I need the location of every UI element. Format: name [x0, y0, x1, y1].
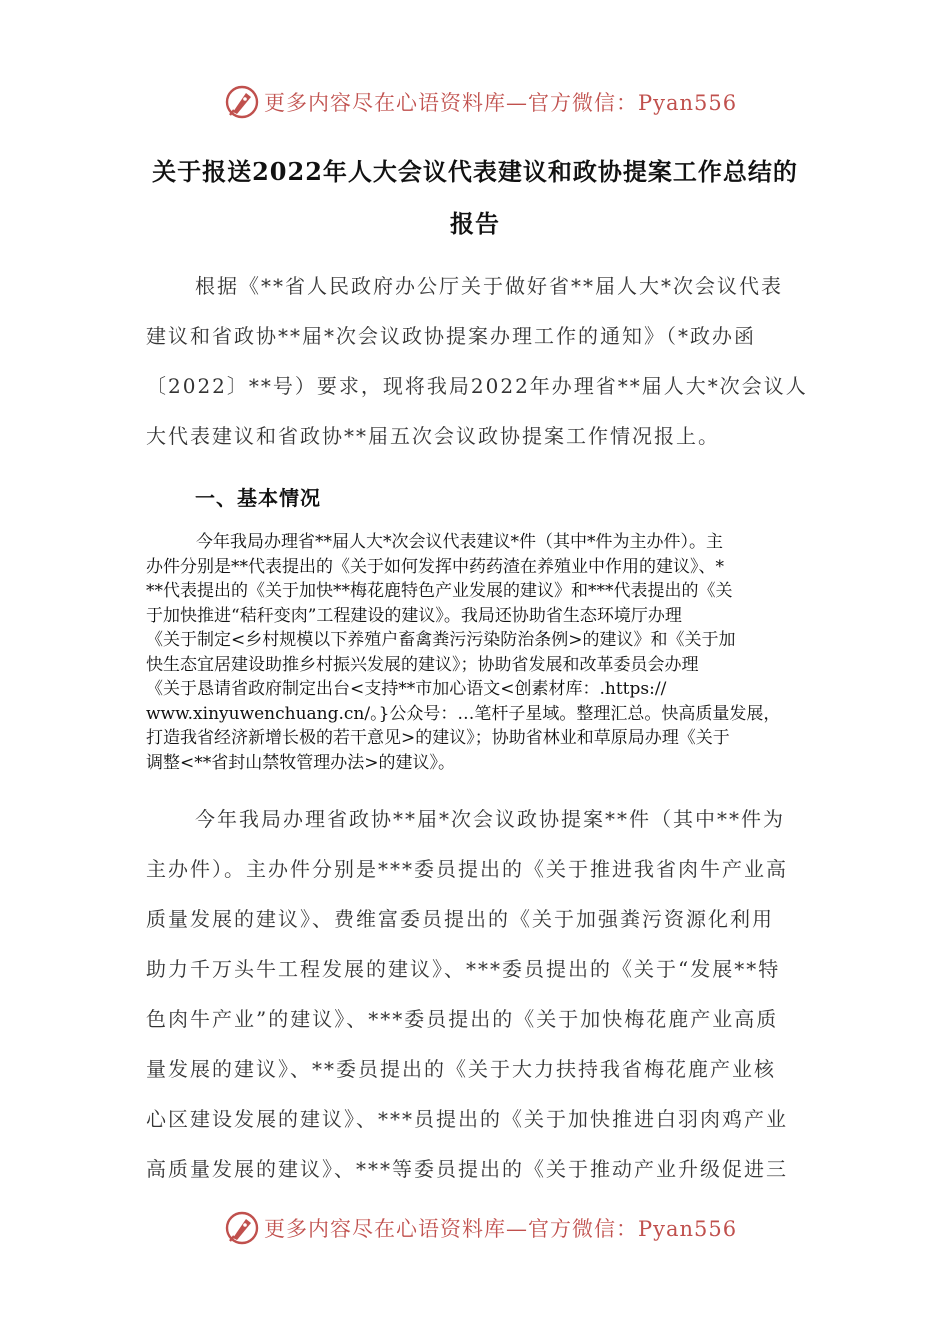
paragraph-line: 今年我局办理省**届人大*次会议代表建议*件（其中*件为主办件）。主: [196, 532, 723, 552]
document-title-line-1: 关于报送2022年人大会议代表建议和政协提案工作总结的: [152, 157, 798, 186]
banner-brand: 更多内容尽在心语资料库: [264, 1217, 506, 1241]
paragraph-line: 《关于制定<乡村规模以下养殖户畜禽粪污污染防治条例>的建议》和《关于加: [146, 630, 736, 650]
paragraph-line: 《关于恳请省政府制定出台<支持**市加心语文<创素材库：.https://: [146, 679, 667, 699]
intro-line: 根据《**省人民政府办公厅关于做好省**届人大*次会议代表: [195, 274, 783, 298]
header-banner: [224, 84, 737, 120]
paragraph-line: 快生态宜居建设助推乡村振兴发展的建议》；协助省发展和改革委员会办理: [146, 654, 699, 675]
banner-dash: —: [506, 91, 528, 115]
paragraph-line: 质量发展的建议》、费维富委员提出的《关于加强粪污资源化利用: [146, 907, 774, 931]
intro-line: 〔2022〕**号）要求，现将我局2022年办理省**届人大*次会议人: [146, 374, 808, 398]
paragraph-line: www.xinyuwenchuang.cn/。}公众号：…笔杆子星域。整理汇总。快高质量发展，: [146, 703, 781, 724]
intro-line: 大代表建议和省政协**届五次会议政协提案工作情况报上。: [146, 424, 720, 448]
paragraph-line: **代表提出的《关于加快**梅花鹿特色产业发展的建议》和***代表提出的《关: [146, 581, 733, 601]
paragraph-line: 主办件）。主办件分别是***委员提出的《关于推进我省肉牛产业高: [146, 857, 788, 881]
paragraph-line: 色肉牛产业”的建议》、***委员提出的《关于加快梅花鹿产业高质: [146, 1007, 779, 1031]
section1-paragraph-1: [146, 530, 811, 775]
pen-nib-icon: [224, 84, 260, 120]
paragraph-line: 高质量发展的建议》、***等委员提出的《关于推动产业升级促进三: [146, 1157, 788, 1181]
intro-line: 建议和省政协**届*次会议政协提案办理工作的通知》（*政办函: [146, 324, 756, 348]
paragraph-line: 于加快推进“秸秆变肉”工程建设的建议》。我局还协助省生态环境厅办理: [146, 605, 682, 626]
document-title-line-2: 报告: [450, 209, 500, 238]
section-heading: 一、基本情况: [195, 486, 321, 510]
banner-contact: 官方微信：Pyan556: [528, 91, 738, 115]
paragraph-line: 心区建设发展的建议》、***员提出的《关于加快推进白羽肉鸡产业: [146, 1107, 788, 1131]
paragraph-line: 今年我局办理省政协**届*次会议政协提案**件（其中**件为: [195, 807, 785, 831]
paragraph-line: 办件分别是**代表提出的《关于如何发挥中药药渣在养殖业中作用的建议》、*: [146, 556, 724, 577]
paragraph-line: 助力千万头牛工程发展的建议》、***委员提出的《关于“发展**特: [146, 957, 781, 981]
banner-contact: 官方微信：Pyan556: [528, 1217, 738, 1241]
pen-nib-icon: [224, 1210, 260, 1246]
footer-banner: [224, 1210, 737, 1246]
paragraph-line: 量发展的建议》、**委员提出的《关于大力扶持我省梅花鹿产业核: [146, 1057, 776, 1081]
paragraph-line: 打造我省经济新增长极的若干意见>的建议》；协助省林业和草原局办理《关于: [146, 728, 730, 748]
banner-brand: 更多内容尽在心语资料库: [264, 91, 506, 115]
banner-dash: —: [506, 1217, 528, 1241]
paragraph-line: 调整<**省封山禁牧管理办法>的建议》。: [146, 752, 455, 773]
